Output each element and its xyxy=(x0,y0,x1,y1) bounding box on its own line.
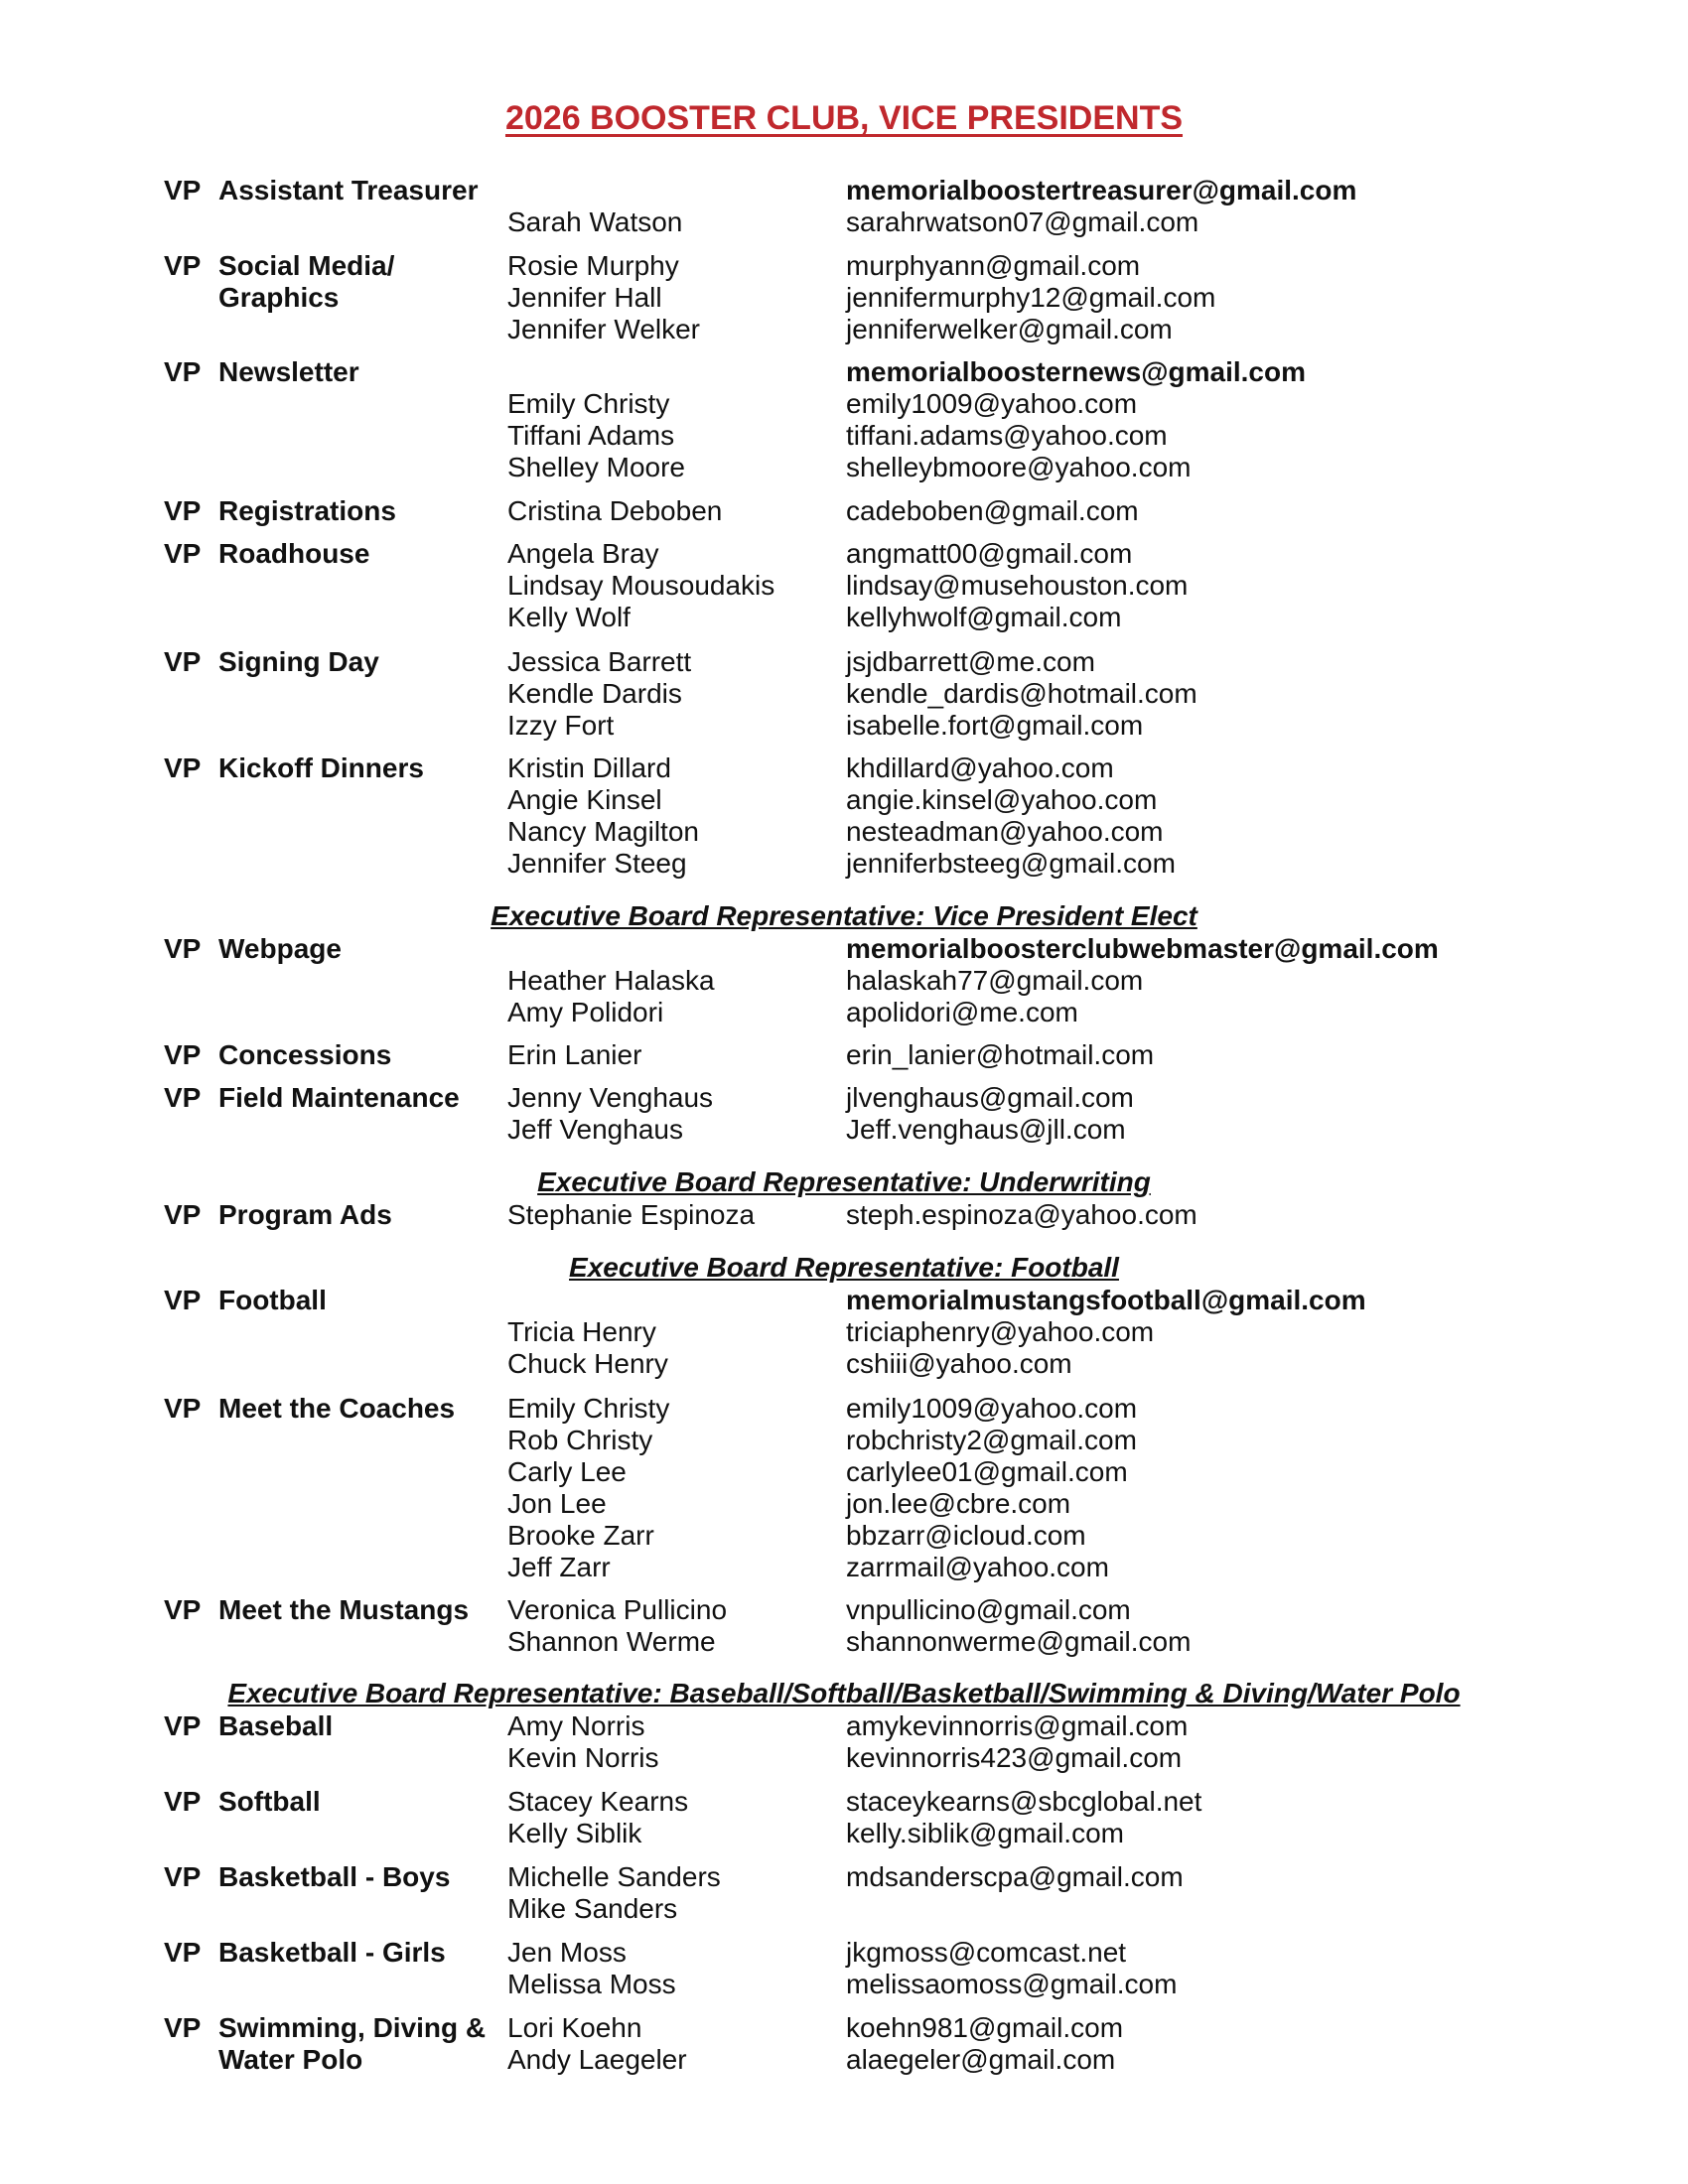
roster-row xyxy=(0,1082,1688,1114)
email-address: erin_lanier@hotmail.com xyxy=(846,1039,1155,1070)
vp-label: VP xyxy=(164,538,202,569)
vp-label: VP xyxy=(164,646,202,677)
vp-label: VP xyxy=(164,1393,202,1424)
roster-row xyxy=(0,1199,1688,1231)
person-name: Veronica Pullicino xyxy=(507,1594,728,1625)
roster-row xyxy=(0,848,1688,880)
role-label: Baseball xyxy=(218,1710,334,1741)
email-address: cshiii@yahoo.com xyxy=(846,1348,1072,1379)
roster-row xyxy=(0,997,1688,1028)
person-name: Michelle Sanders xyxy=(507,1861,721,1892)
roster-row xyxy=(0,1937,1688,1969)
person-name: Jenny Venghaus xyxy=(507,1082,714,1113)
page-title: 2026 BOOSTER CLUB, VICE PRESIDENTS xyxy=(504,99,1184,137)
vp-label: VP xyxy=(164,1082,202,1113)
roster-row xyxy=(0,1710,1688,1742)
person-name: Kevin Norris xyxy=(507,1742,659,1773)
role-label: Kickoff Dinners xyxy=(218,752,424,783)
roster-row xyxy=(0,1969,1688,2000)
roster-row xyxy=(0,1818,1688,1849)
email-address: triciaphenry@yahoo.com xyxy=(846,1316,1155,1347)
person-name: Chuck Henry xyxy=(507,1348,668,1379)
email-address: carlylee01@gmail.com xyxy=(846,1456,1128,1487)
roster-row xyxy=(0,784,1688,816)
person-name: Tricia Henry xyxy=(507,1316,656,1347)
person-name: Jennifer Welker xyxy=(507,314,701,344)
email-address: kendle_dardis@hotmail.com xyxy=(846,678,1197,709)
vp-label: VP xyxy=(164,752,202,783)
vp-label: VP xyxy=(164,1199,202,1230)
roster-row xyxy=(0,2012,1688,2044)
vp-label: VP xyxy=(164,1594,202,1625)
email-address: memorialmustangsfootball@gmail.com xyxy=(846,1285,1366,1315)
email-address: vnpullicino@gmail.com xyxy=(846,1594,1131,1625)
roster-row xyxy=(0,678,1688,710)
person-name: Jeff Zarr xyxy=(507,1552,611,1582)
roster-row xyxy=(0,1893,1688,1925)
roster-row xyxy=(0,495,1688,527)
vp-label: VP xyxy=(164,1786,202,1817)
vp-label: VP xyxy=(164,175,202,205)
roster-row xyxy=(0,2044,1688,2076)
person-name: Stephanie Espinoza xyxy=(507,1199,756,1230)
roster-row xyxy=(0,538,1688,570)
vp-label: VP xyxy=(164,1861,202,1892)
role-label: Graphics xyxy=(218,282,340,313)
email-address: jsjdbarrett@me.com xyxy=(846,646,1095,677)
role-label: Signing Day xyxy=(218,646,379,677)
person-name: Carly Lee xyxy=(507,1456,627,1487)
email-address: sarahrwatson07@gmail.com xyxy=(846,206,1199,237)
person-name: Melissa Moss xyxy=(507,1969,676,1999)
person-name: Jennifer Hall xyxy=(507,282,662,313)
role-label: Assistant Treasurer xyxy=(218,175,479,205)
person-name: Mike Sanders xyxy=(507,1893,678,1924)
email-address: halaskah77@gmail.com xyxy=(846,965,1144,996)
person-name: Amy Polidori xyxy=(507,997,664,1027)
roster-row xyxy=(0,933,1688,965)
roster-row xyxy=(0,570,1688,602)
person-name: Cristina Deboben xyxy=(507,495,723,526)
roster-row xyxy=(0,965,1688,997)
role-label: Swimming, Diving & xyxy=(218,2012,487,2043)
email-address: kellyhwolf@gmail.com xyxy=(846,602,1122,632)
roster-row xyxy=(0,356,1688,388)
role-label: Field Maintenance xyxy=(218,1082,460,1113)
roster-row xyxy=(0,1520,1688,1552)
person-name: Jeff Venghaus xyxy=(507,1114,683,1145)
vp-label: VP xyxy=(164,2012,202,2043)
email-address: apolidori@me.com xyxy=(846,997,1078,1027)
person-name: Shannon Werme xyxy=(507,1626,716,1657)
person-name: Erin Lanier xyxy=(507,1039,642,1070)
role-label: Social Media/ xyxy=(218,250,395,281)
roster-row xyxy=(0,1861,1688,1893)
exec-board-heading: Executive Board Representative: Underwriting xyxy=(537,1166,1151,1197)
email-address: jon.lee@cbre.com xyxy=(846,1488,1071,1519)
person-name: Kendle Dardis xyxy=(507,678,682,709)
email-address: jkgmoss@comcast.net xyxy=(846,1937,1127,1968)
email-address: memorialboosterclubwebmaster@gmail.com xyxy=(846,933,1439,964)
person-name: Jessica Barrett xyxy=(507,646,692,677)
roster-row xyxy=(0,1425,1688,1456)
email-address: kevinnorris423@gmail.com xyxy=(846,1742,1183,1773)
person-name: Angela Bray xyxy=(507,538,659,569)
email-address: amykevinnorris@gmail.com xyxy=(846,1710,1189,1741)
email-address: shelleybmoore@yahoo.com xyxy=(846,452,1192,482)
roster-row xyxy=(0,1742,1688,1774)
person-name: Angie Kinsel xyxy=(507,784,662,815)
role-label: Basketball - Boys xyxy=(218,1861,451,1892)
role-label: Water Polo xyxy=(218,2044,363,2075)
roster-row xyxy=(0,1348,1688,1380)
roster-row xyxy=(0,710,1688,742)
person-name: Lori Koehn xyxy=(507,2012,642,2043)
person-name: Emily Christy xyxy=(507,1393,670,1424)
email-address: angie.kinsel@yahoo.com xyxy=(846,784,1158,815)
vp-label: VP xyxy=(164,1039,202,1070)
person-name: Andy Laegeler xyxy=(507,2044,687,2075)
exec-board-heading: Executive Board Representative: Baseball/Softball/Basketball/Swimming & Diving/Water Polo xyxy=(227,1678,1461,1708)
person-name: Amy Norris xyxy=(507,1710,645,1741)
vp-label: VP xyxy=(164,1285,202,1315)
person-name: Brooke Zarr xyxy=(507,1520,654,1551)
roster-row xyxy=(0,282,1688,314)
person-name: Sarah Watson xyxy=(507,206,683,237)
roster-row xyxy=(0,175,1688,206)
person-name: Rosie Murphy xyxy=(507,250,679,281)
roster-row xyxy=(0,1114,1688,1146)
person-name: Heather Halaska xyxy=(507,965,715,996)
roster-row xyxy=(0,1488,1688,1520)
person-name: Lindsay Mousoudakis xyxy=(507,570,775,601)
person-name: Kelly Wolf xyxy=(507,602,631,632)
person-name: Nancy Magilton xyxy=(507,816,699,847)
roster-row xyxy=(0,1039,1688,1071)
person-name: Jennifer Steeg xyxy=(507,848,687,879)
email-address: melissaomoss@gmail.com xyxy=(846,1969,1178,1999)
roster-row xyxy=(0,1285,1688,1316)
roster-row xyxy=(0,250,1688,282)
email-address: koehn981@gmail.com xyxy=(846,2012,1124,2043)
email-address: memorialboosternews@gmail.com xyxy=(846,356,1306,387)
exec-board-heading: Executive Board Representative: Football xyxy=(569,1252,1119,1283)
email-address: emily1009@yahoo.com xyxy=(846,1393,1138,1424)
email-address: bbzarr@icloud.com xyxy=(846,1520,1086,1551)
email-address: mdsanderscpa@gmail.com xyxy=(846,1861,1184,1892)
email-address: emily1009@yahoo.com xyxy=(846,388,1138,419)
role-label: Basketball - Girls xyxy=(218,1937,446,1968)
roster-row xyxy=(0,1456,1688,1488)
email-address: khdillard@yahoo.com xyxy=(846,752,1114,783)
role-label: Meet the Coaches xyxy=(218,1393,456,1424)
vp-label: VP xyxy=(164,250,202,281)
email-address: isabelle.fort@gmail.com xyxy=(846,710,1144,741)
roster-row xyxy=(0,816,1688,848)
vp-label: VP xyxy=(164,933,202,964)
vp-label: VP xyxy=(164,1937,202,1968)
email-address: kelly.siblik@gmail.com xyxy=(846,1818,1124,1848)
vp-label: VP xyxy=(164,1710,202,1741)
role-label: Webpage xyxy=(218,933,342,964)
email-address: nesteadman@yahoo.com xyxy=(846,816,1164,847)
email-address: zarrmail@yahoo.com xyxy=(846,1552,1109,1582)
roster-row xyxy=(0,452,1688,483)
role-label: Softball xyxy=(218,1786,321,1817)
person-name: Kelly Siblik xyxy=(507,1818,642,1848)
email-address: murphyann@gmail.com xyxy=(846,250,1141,281)
role-label: Football xyxy=(218,1285,327,1315)
roster-row xyxy=(0,1786,1688,1818)
email-address: jlvenghaus@gmail.com xyxy=(846,1082,1134,1113)
roster-row xyxy=(0,206,1688,238)
person-name: Rob Christy xyxy=(507,1425,653,1455)
person-name: Kristin Dillard xyxy=(507,752,671,783)
role-label: Roadhouse xyxy=(218,538,370,569)
roster-row xyxy=(0,646,1688,678)
roster-row xyxy=(0,1626,1688,1658)
role-label: Meet the Mustangs xyxy=(218,1594,470,1625)
roster-row xyxy=(0,420,1688,452)
roster-row xyxy=(0,1316,1688,1348)
vp-label: VP xyxy=(164,495,202,526)
roster-row xyxy=(0,388,1688,420)
email-address: robchristy2@gmail.com xyxy=(846,1425,1137,1455)
person-name: Shelley Moore xyxy=(507,452,685,482)
email-address: Jeff.venghaus@jll.com xyxy=(846,1114,1126,1145)
role-label: Program Ads xyxy=(218,1199,392,1230)
person-name: Izzy Fort xyxy=(507,710,615,741)
email-address: cadeboben@gmail.com xyxy=(846,495,1139,526)
roster-row xyxy=(0,314,1688,345)
person-name: Emily Christy xyxy=(507,388,670,419)
email-address: lindsay@musehouston.com xyxy=(846,570,1189,601)
email-address: staceykearns@sbcglobal.net xyxy=(846,1786,1202,1817)
exec-board-heading: Executive Board Representative: Vice President Elect xyxy=(491,900,1197,931)
roster-row xyxy=(0,602,1688,633)
roster-row xyxy=(0,1552,1688,1583)
person-name: Stacey Kearns xyxy=(507,1786,689,1817)
role-label: Newsletter xyxy=(218,356,359,387)
roster-row xyxy=(0,1393,1688,1425)
role-label: Concessions xyxy=(218,1039,392,1070)
email-address: steph.espinoza@yahoo.com xyxy=(846,1199,1197,1230)
roster-row xyxy=(0,1594,1688,1626)
vp-label: VP xyxy=(164,356,202,387)
person-name: Jen Moss xyxy=(507,1937,627,1968)
email-address: jenniferwelker@gmail.com xyxy=(846,314,1173,344)
roster-row xyxy=(0,752,1688,784)
email-address: tiffani.adams@yahoo.com xyxy=(846,420,1168,451)
email-address: alaegeler@gmail.com xyxy=(846,2044,1116,2075)
email-address: memorialboostertreasurer@gmail.com xyxy=(846,175,1357,205)
role-label: Registrations xyxy=(218,495,396,526)
email-address: shannonwerme@gmail.com xyxy=(846,1626,1192,1657)
person-name: Tiffani Adams xyxy=(507,420,675,451)
person-name: Jon Lee xyxy=(507,1488,607,1519)
email-address: jenniferbsteeg@gmail.com xyxy=(846,848,1176,879)
email-address: angmatt00@gmail.com xyxy=(846,538,1133,569)
email-address: jennifermurphy12@gmail.com xyxy=(846,282,1216,313)
